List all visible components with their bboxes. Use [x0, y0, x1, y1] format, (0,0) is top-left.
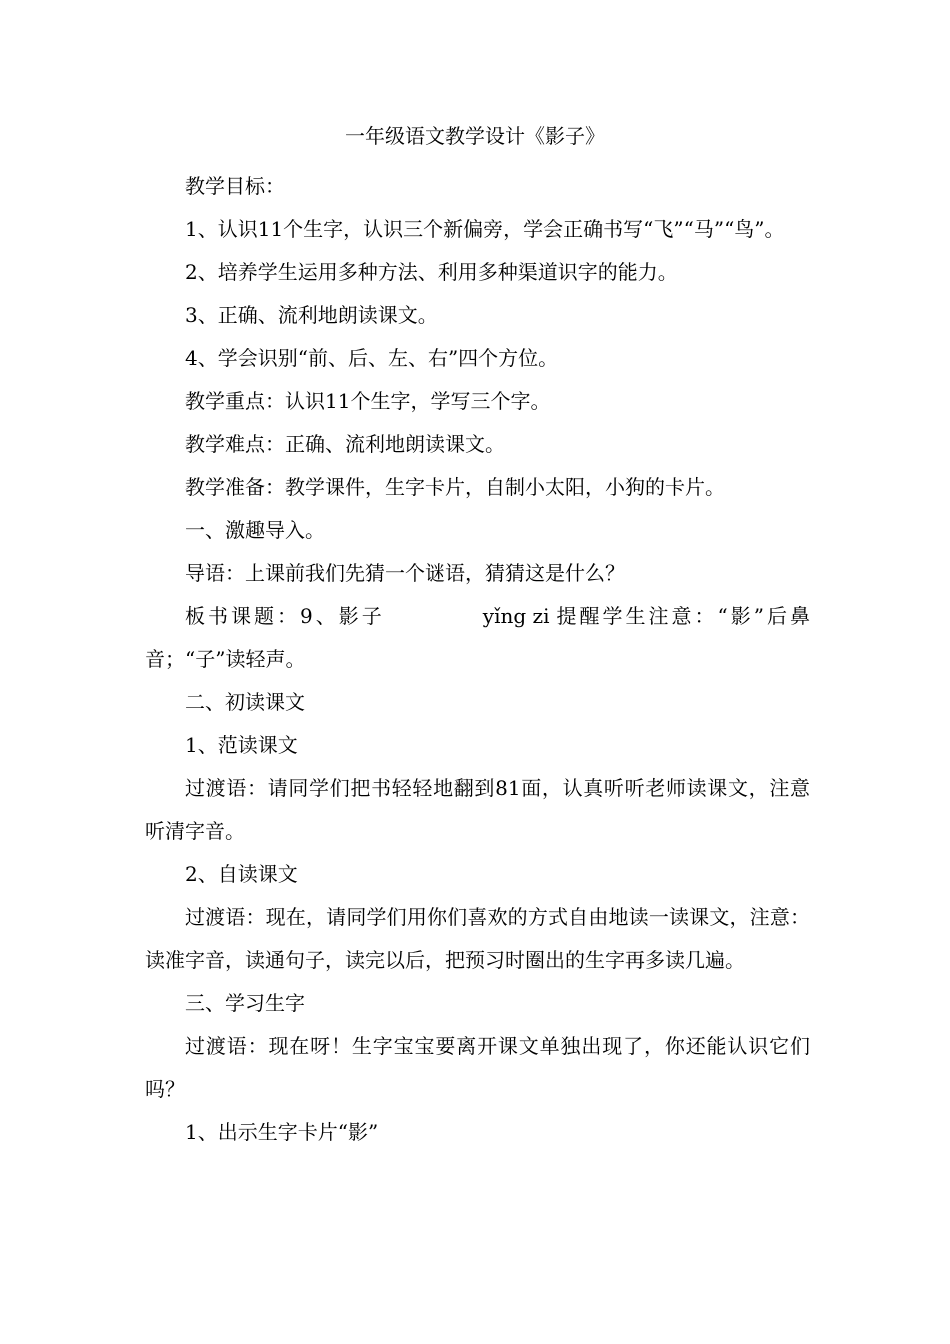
goal-item-3: 3、正确、流利地朗读课文。: [185, 303, 438, 327]
board-title-note: 提醒学生注意：“影”后鼻音；“子”读轻声。: [145, 604, 810, 671]
transition-speech-1: 过渡语：请同学们把书轻轻地翻到81面，认真听听老师读课文，注意听清字音。: [145, 776, 810, 843]
step-2-1: 1、范读课文: [185, 733, 298, 757]
board-title-pinyin: yǐng zi: [482, 604, 550, 628]
step-3-1: 1、出示生字卡片“影”: [185, 1120, 379, 1144]
transition-speech-3: 过渡语：现在呀！生字宝宝要离开课文单独出现了，你还能认识它们吗？: [145, 1034, 810, 1101]
goal-item-4: 4、学会识别“前、后、左、右”四个方位。: [185, 346, 559, 370]
preparation: 教学准备：教学课件，生字卡片，自制小太阳，小狗的卡片。: [185, 475, 725, 499]
difficulties: 教学难点：正确、流利地朗读课文。: [185, 432, 505, 456]
transition-speech-2: 过渡语：现在，请同学们用你们喜欢的方式自由地读一读课文，注意：读准字音，读通句子，读完以后，把预习时圈出的生字再多读几遍。: [145, 905, 810, 972]
goal-item-2: 2、培养学生运用多种方法、利用多种渠道识字的能力。: [185, 260, 678, 284]
document-title: 一年级语文教学设计《影子》: [345, 124, 605, 148]
document-body: [145, 165, 810, 1154]
section-heading-1: 一、激趣导入。: [185, 518, 325, 542]
board-title-paragraph: [145, 595, 810, 681]
goal-item-1: 1、认识11个生字，认识三个新偏旁，学会正确书写“飞”“马”“鸟”。: [185, 217, 785, 241]
key-points: 教学重点：认识11个生字，学写三个字。: [185, 389, 551, 413]
intro-speech: 导语：上课前我们先猜一个谜语，猜猜这是什么？: [185, 561, 625, 585]
board-title-prefix: 板书课题：9、影子: [185, 604, 385, 628]
goals-heading: 教学目标：: [185, 174, 285, 198]
section-heading-2: 二、初读课文: [185, 690, 305, 714]
step-2-2: 2、自读课文: [185, 862, 298, 886]
section-heading-3: 三、学习生字: [185, 991, 305, 1015]
